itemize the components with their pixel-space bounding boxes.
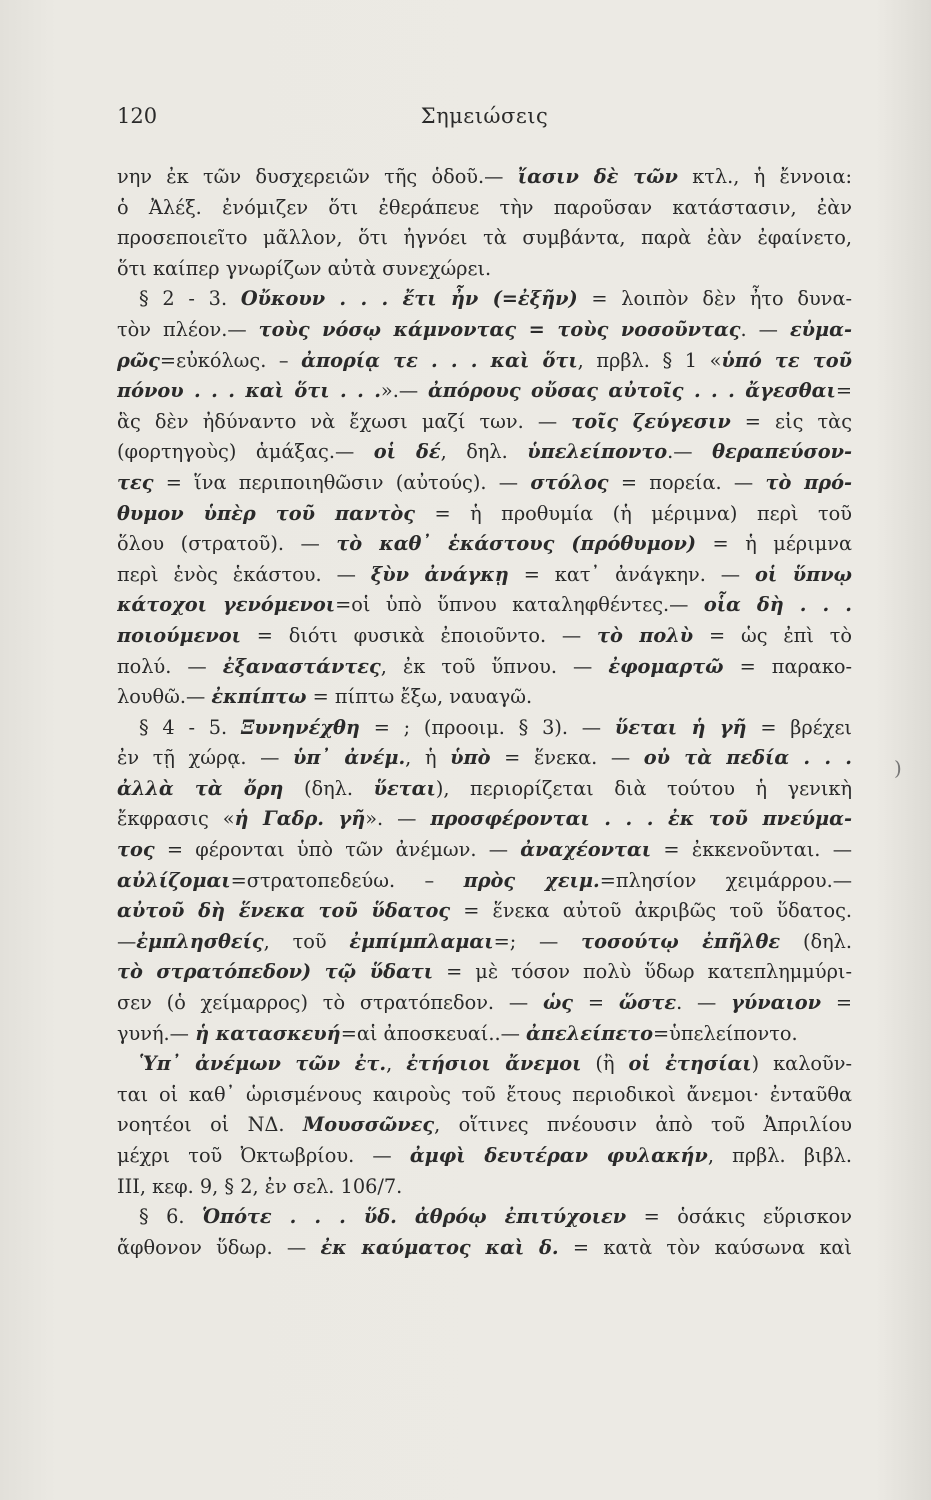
- text-line: τες = ἵνα περιποιηθῶσιν (αὐτούς). — στόλος = πορεία. — τὸ πρό-: [117, 470, 852, 494]
- text-line: —ἐμπλησθείς, τοῦ ἐμπίμπλαμαι=; — τοσούτῳ ἐπῆλθε (δηλ.: [117, 929, 852, 953]
- text-line: κάτοχοι γενόμενοι=οἱ ὑπὸ ὕπνου καταληφθέντες.— οἷα δὴ . . .: [117, 593, 852, 617]
- text-line: θυμον ὑπὲρ τοῦ παντὸς = ἡ προθυμία (ἡ μέριμνα) περὶ τοῦ: [117, 501, 852, 525]
- page-number: 120: [117, 104, 158, 128]
- text-line: Ὑπ᾽ ἀνέμων τῶν ἐτ., ἐτήσιοι ἄνεμοι (ἢ οἱ ἐτησίαι) καλοῦν-: [139, 1052, 852, 1076]
- text-line: ὅλου (στρατοῦ). — τὸ καθ᾽ ἑκάστους (πρόθυμον) = ἡ μέριμνα: [117, 532, 852, 556]
- text-line: III, κεφ. 9, § 2, ἐν σελ. 106/7.: [117, 1174, 403, 1198]
- text-line: τος = φέρονται ὑπὸ τῶν ἀνέμων. — ἀναχέονται = ἐκκενοῦνται. —: [117, 838, 852, 862]
- text-line: πόνου . . . καὶ ὅτι . . .».— ἀπόρους οὔσας αὐτοῖς . . . ἄγεσθαι=: [117, 379, 852, 403]
- text-line: πολύ. — ἐξαναστάντες, ἐκ τοῦ ὕπνου. — ἐφομαρτῶ = παρακο-: [117, 654, 852, 678]
- text-line: ὁ Ἀλέξ. ἐνόμιζεν ὅτι ἐθεράπευε τὴν παροῦσαν κατάστασιν, ἐὰν: [117, 195, 852, 219]
- text-line: προσεποιεῖτο μᾶλλον, ὅτι ἠγνόει τὰ συμβάντα, παρὰ ἐὰν ἐφαίνετο,: [117, 226, 852, 250]
- text-line: μέχρι τοῦ Ὀκτωβρίου. — ἀμφὶ δευτέραν φυλακήν, πρβλ. βιβλ.: [117, 1144, 852, 1167]
- text-line: ἐν τῇ χώρᾳ. — ὑπ᾽ ἀνέμ., ἡ ὑπὸ = ἕνεκα. — οὐ τὰ πεδία . . .: [117, 746, 852, 770]
- text-line: αὐτοῦ δὴ ἕνεκα τοῦ ὕδατος = ἕνεκα αὐτοῦ ἀκριβῶς τοῦ ὕδατος.: [117, 899, 852, 923]
- text-line: ἃς δὲν ἠδύναντο νὰ ἔχωσι μαζί των. — τοῖς ζεύγεσιν = εἰς τὰς: [117, 409, 852, 433]
- margin-mark: ): [894, 756, 902, 780]
- text-line: § 6. Ὁπότε . . . ὕδ. ἀθρόῳ ἐπιτύχοιεν = ὁσάκις εὕρισκον: [139, 1205, 852, 1229]
- text-line: (φορτηγοὺς) ἁμάξας.— οἱ δέ, δηλ. ὑπελείποντο.— θεραπεύσον-: [117, 440, 852, 464]
- running-title: Σημειώσεις: [420, 104, 549, 128]
- text-line: νοητέοι οἱ ΝΔ. Μουσσῶνες, οἵτινες πνέουσιν ἀπὸ τοῦ Ἀπριλίου: [117, 1113, 852, 1137]
- text-line: σεν (ὁ χείμαρρος) τὸ στρατόπεδον. — ὡς = ὥστε. — γύναιον =: [117, 991, 852, 1015]
- text-line: § 2 - 3. Οὔκουν . . . ἔτι ἦν (=ἐξῆν) = λοιπὸν δὲν ἦτο δυνα-: [139, 287, 852, 311]
- text-line: περὶ ἑνὸς ἑκάστου. — ξὺν ἀνάγκῃ = κατ᾽ ἀνάγκην. — οἱ ὕπνῳ: [117, 562, 852, 586]
- text-line: λουθῶ.— ἐκπίπτω = πίπτω ἔξω, ναυαγῶ.: [117, 685, 533, 709]
- text-line: ἀλλὰ τὰ ὄρη (δηλ. ὕεται), περιορίζεται διὰ τούτου ἡ γενικὴ: [117, 776, 852, 800]
- text-line: ται οἱ καθ᾽ ὡρισμένους καιροὺς τοῦ ἔτους περιοδικοὶ ἄνεμοι· ἐνταῦθα: [117, 1082, 852, 1106]
- text-line: τὸ στρατόπεδον) τῷ ὕδατι = μὲ τόσον πολὺ ὕδωρ κατεπλημμύρι-: [117, 960, 852, 984]
- page-header: [117, 104, 852, 138]
- text-line: ποιούμενοι = διότι φυσικὰ ἐποιοῦντο. — τὸ πολὺ = ὡς ἐπὶ τὸ: [117, 623, 852, 647]
- text-line: § 4 - 5. Ξυνηνέχθη = ; (προοιμ. § 3). — ὕεται ἡ γῆ = βρέχει: [139, 715, 852, 739]
- text-line: ἔκφρασις «ἡ Γαδρ. γῆ». — προσφέρονται . . . ἐκ τοῦ πνεύμα-: [117, 807, 852, 831]
- text-line: ρῶς=εὐκόλως. – ἀπορίᾳ τε . . . καὶ ὅτι, πρβλ. § 1 «ὑπό τε τοῦ: [117, 348, 852, 372]
- text-line: τὸν πλέον.— τοὺς νόσῳ κάμνοντας = τοὺς νοσοῦντας. — εὐμα-: [117, 317, 852, 341]
- text-line: γυνή.— ἡ κατασκευή=αἱ ἀποσκευαί..— ἀπελείπετο=ὑπελείποντο.: [117, 1021, 798, 1045]
- text-line: ὅτι καίπερ γνωρίζων αὐτὰ συνεχώρει.: [117, 256, 492, 280]
- commentary-text: [117, 162, 852, 1263]
- text-line: ἄφθονον ὕδωρ. — ἐκ καύματος καὶ δ. = κατὰ τὸν καύσωνα καὶ: [117, 1235, 852, 1259]
- text-line: νην ἐκ τῶν δυσχερειῶν τῆς ὁδοῦ.— ἴασιν δὲ τῶν κτλ., ἡ ἔννοια:: [117, 165, 852, 188]
- text-line: αὐλίζομαι=στρατοπεδεύω. – πρὸς χειμ.=πλησίον χειμάρρου.—: [117, 868, 852, 892]
